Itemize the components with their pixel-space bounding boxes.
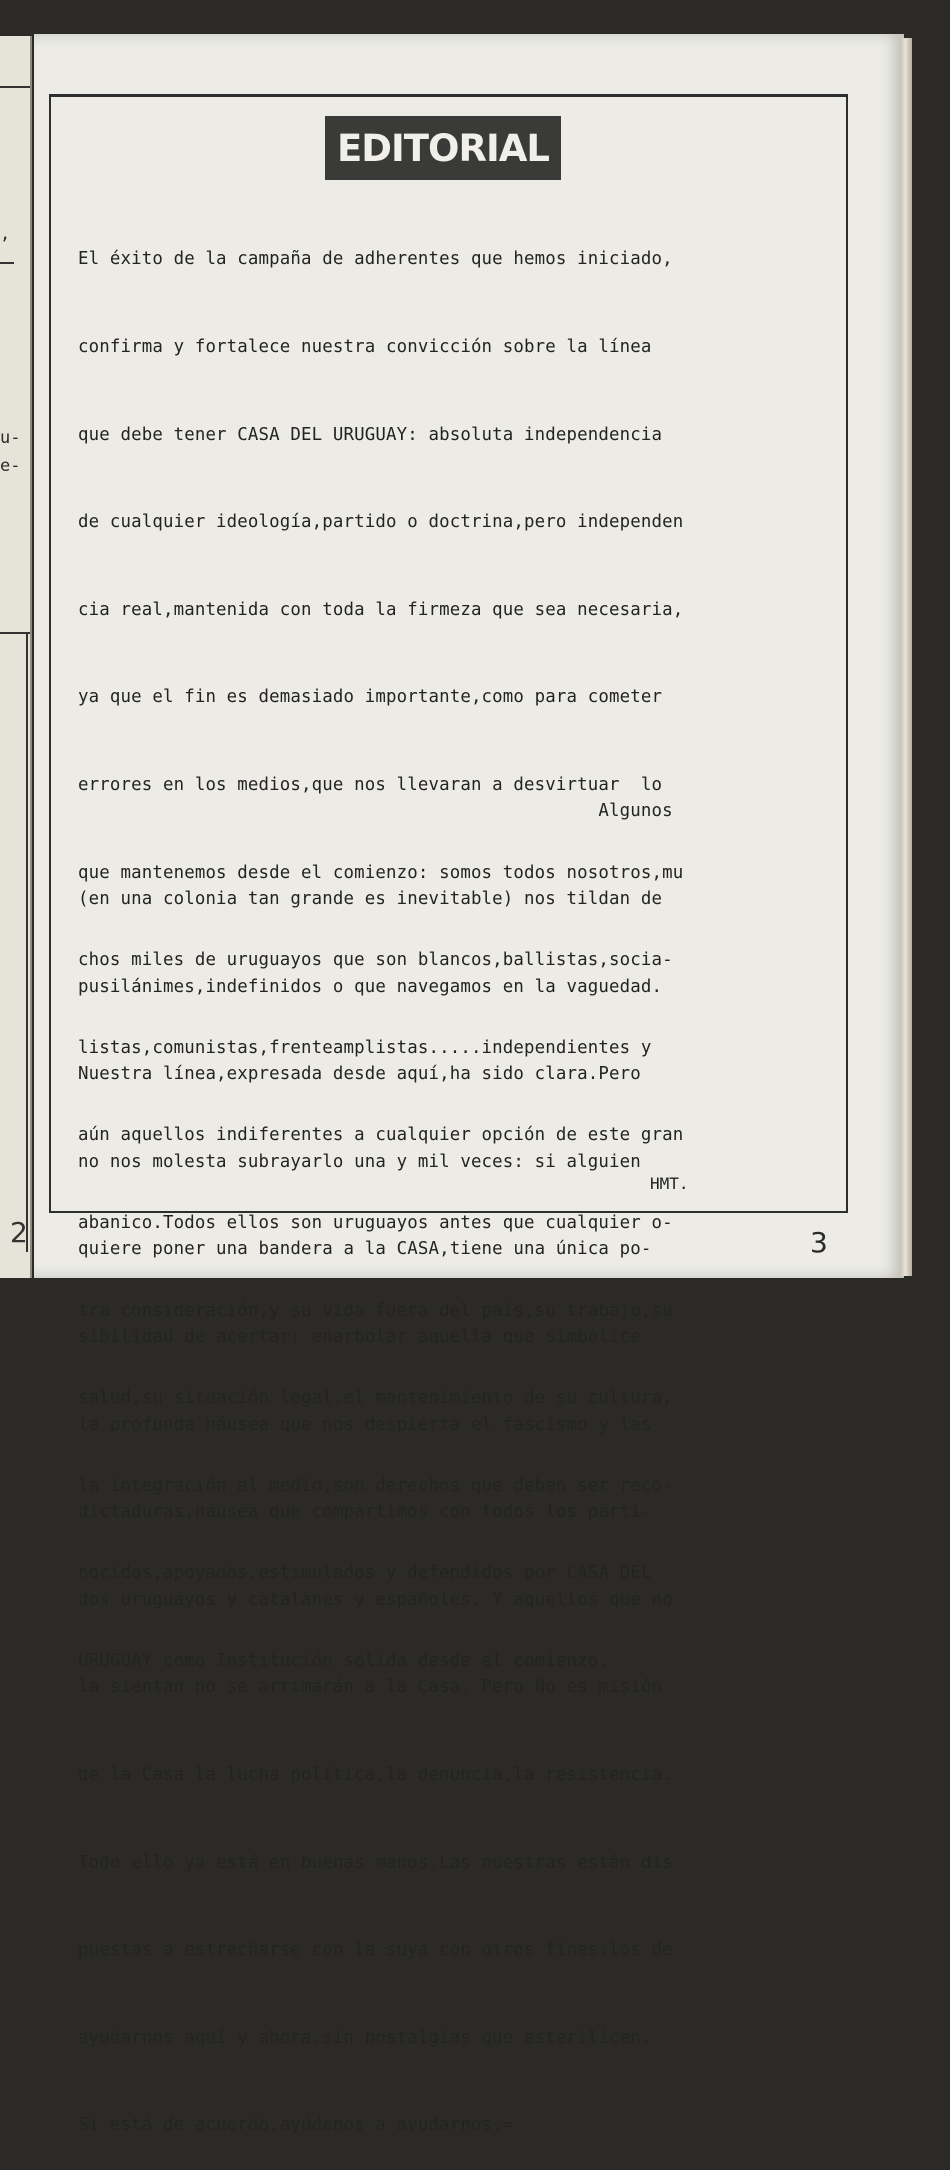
text-line: chos miles de uruguayos que son blancos,ballistas,socia- <box>78 950 673 971</box>
editorial-signature: HMT. <box>650 1174 689 1193</box>
text-line: ya que el fin es demasiado importante,como para cometer <box>78 687 663 708</box>
text-line: listas,comunistas,frenteamplistas.....independientes y <box>78 1037 652 1058</box>
editorial-paragraph-2 <box>78 739 673 2170</box>
text-line: la profunda náusea que nos despierta el fascismo y las <box>78 1414 652 1435</box>
text-line: que mantenemos desde el comienzo: somos todos nosotros,mu <box>78 862 684 883</box>
text-line: (en una colonia tan grande es inevitable) nos tildan de <box>78 889 663 909</box>
left-page-box-border <box>26 632 28 1252</box>
text-line: Todo ello ya está en buenas manos.Las nuestras están dis <box>78 1852 673 1873</box>
left-page-number: 2 <box>10 1216 28 1249</box>
text-line: El éxito de la campaña de adherentes que hemos iniciado, <box>78 249 673 270</box>
text-line: sibilidad de acertar: enarbolar aquella que simbolice <box>78 1326 641 1347</box>
text-line: de cualquier ideología,partido o doctrina,pero independen <box>78 512 684 533</box>
text-line: la integración al medio,son derechos que deben ser reco- <box>78 1475 673 1496</box>
left-page-text-fragment: u- <box>0 428 21 448</box>
text-line: dos uruguayos y catalanes y españoles. Y aquellos que no <box>78 1589 673 1610</box>
left-page-rule <box>0 86 30 88</box>
text-line: quiere poner una bandera a la CASA,tiene una única po- <box>78 1239 652 1260</box>
text-line: Algunos <box>78 801 673 822</box>
text-line: no nos molesta subrayarlo una y mil veces: si alguien <box>78 1151 641 1172</box>
text-line: nocidos,apoyados,estimulados y defendidos por CASA DEL <box>78 1563 652 1584</box>
left-page-rule <box>0 262 14 264</box>
left-page-text-fragment: , <box>0 224 11 244</box>
text-line: cia real,mantenida con toda la firmeza que sea necesaria, <box>78 599 684 620</box>
page-edge <box>900 38 912 1276</box>
text-line: URUGUAY como Institución sólida desde el comienzo. <box>78 1650 610 1671</box>
text-line: errores en los medios,que nos llevaran a desvirtuar lo <box>78 774 663 795</box>
text-line: de la Casa la lucha política,la denuncia,la resistencia. <box>78 1764 673 1785</box>
text-line: pusilánimes,indefinidos o que navegamos en la vaguedad. <box>78 976 663 997</box>
text-line: dictaduras,naúsea que compartimos con todos los parti- <box>78 1502 652 1523</box>
left-page-text-fragment: e- <box>0 456 21 476</box>
editorial-title: EDITORIAL <box>325 116 561 180</box>
page-number: 3 <box>810 1226 828 1259</box>
text-line: que debe tener CASA DEL URUGUAY: absoluta independencia <box>78 424 663 445</box>
text-line: Nuestra línea,expresada desde aquí,ha sido clara.Pero <box>78 1064 641 1085</box>
text-line: abanico.Todos ellos son uruguayos antes que cualquier o- <box>78 1212 673 1233</box>
text-line: ayudarnos aquí y ahora,sin nostalgias que esterilicen. <box>78 2027 652 2048</box>
text-line: salud,su situación legal,el mantenimiento de su cultura, <box>78 1388 673 1409</box>
left-page-fragment <box>0 36 32 1278</box>
text-line: tra consideración,y su vida fuera del país,su trabajo,su <box>78 1300 673 1321</box>
text-line: puestas a estrecharse con la suya con otros fines:los de <box>78 1940 673 1961</box>
text-line: la sientan no se arrimarán a la Casa. Pero No es misión <box>78 1677 663 1698</box>
text-line: aún aquellos indiferentes a cualquier opción de este gran <box>78 1125 684 1146</box>
text-line: Si está de acuerdo,ayúdenos a ayudarnos.= <box>78 2115 514 2136</box>
text-line: confirma y fortalece nuestra convicción sobre la línea <box>78 337 652 357</box>
